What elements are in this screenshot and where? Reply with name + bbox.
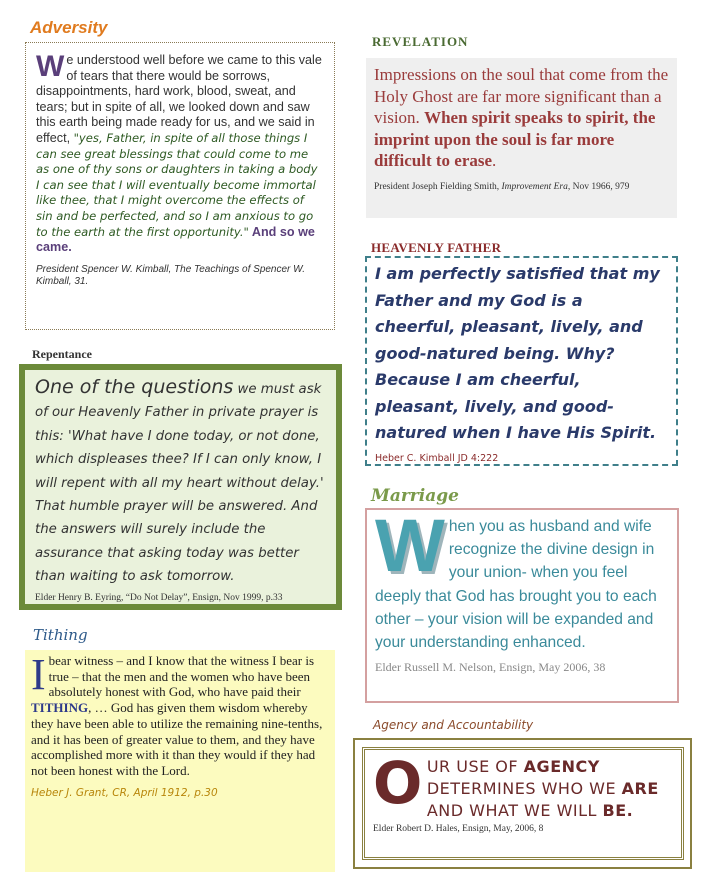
agency-quote-box bbox=[362, 747, 684, 860]
adversity-title: Adversity bbox=[30, 18, 108, 37]
marriage-quote-box bbox=[365, 504, 679, 703]
marriage-drop-cap: W bbox=[375, 504, 445, 587]
tithing-quote-box bbox=[25, 650, 335, 872]
adversity-intro: e understood well before we came to this vale of tears that there would be sorrows, disappointments, hard work, blood, sweat, and tears; but in spite of all, we looked down and saw this earth being made ready for us, and we said in effect, bbox=[36, 53, 322, 145]
agency-text-1: UR USE OF bbox=[426, 757, 524, 776]
agency-text-3: AND WHAT WE WILL bbox=[426, 801, 603, 820]
repentance-citation: Elder Henry B. Eyring, “Do Not Delay”, Ensign, Nov 1999, p.33 bbox=[35, 592, 283, 603]
adversity-quote: "yes, Father, in spite of all those things I can see great blessings that could come to me as one of thy sons or daughters in taking a body I can see that I will eventually become immortal like thee, that I might overcome the effects of sin and be perfected, and so I am anxious to go to the earth at the first opportunity." bbox=[36, 130, 318, 239]
tithing-text-a: bear witness – and I know that the witness I bear is true – that the men and the women who have been absolutely honest with God, who have paid their bbox=[48, 653, 315, 700]
heavenly-father-body: I am perfectly satisfied that my Father and my God is a cheerful, pleasant, lively, and good-natured being. Why? Because I am cheerful, pleasant, lively, and good-natured when I have His Spirit. bbox=[375, 264, 660, 442]
agency-title: Agency and Accountability bbox=[373, 718, 534, 732]
revelation-body bbox=[374, 64, 669, 172]
heavenly-father-title: HEAVENLY FATHER bbox=[371, 240, 502, 255]
revelation-cite-name: President Joseph Fielding Smith, bbox=[374, 181, 502, 192]
revelation-citation bbox=[374, 182, 669, 192]
adversity-closing: And so we came. bbox=[36, 224, 315, 255]
agency-highlight-be: BE. bbox=[602, 801, 634, 820]
repentance-quote-box bbox=[19, 364, 342, 610]
adversity-drop-cap: W bbox=[36, 50, 65, 83]
marriage-title: Marriage bbox=[371, 486, 459, 506]
revelation-body-bold: When spirit speaks to spirit, the imprint upon the soul is far more difficult to erase bbox=[374, 108, 656, 170]
revelation-quote-box bbox=[366, 58, 677, 218]
agency-citation: Elder Robert D. Hales, Ensign, May, 2006, 8 bbox=[373, 824, 544, 834]
repentance-text: we must ask of our Heavenly Father in private prayer is this: 'What have I done today, or not done, which displeases thee? If I can only know, I will repent with all my heart without delay.' That humble prayer will be answered. And the answers will surely include the assurance that asking today was better than waiting to ask tomorrow. bbox=[35, 382, 324, 585]
tithing-body bbox=[31, 650, 329, 779]
adversity-quote-box bbox=[25, 42, 335, 330]
marriage-body bbox=[375, 504, 669, 654]
agency-highlight-are: ARE bbox=[621, 779, 659, 798]
repentance-title: Repentance bbox=[32, 347, 92, 361]
agency-text-2: DETERMINES WHO WE bbox=[426, 779, 622, 798]
revelation-body-plain: Impressions on the soul that come from the Holy Ghost are far more significant than a vision. bbox=[374, 65, 669, 127]
marriage-text: hen you as husband and wife recognize the divine design in your union- when you feel deeply that God has brought you to each other – your vision will be expanded and your understanding enhanced. bbox=[375, 518, 657, 652]
agency-highlight-agency: AGENCY bbox=[523, 757, 600, 776]
revelation-body-end: . bbox=[492, 151, 497, 170]
revelation-cite-rest: , Nov 1966, 979 bbox=[567, 181, 630, 192]
agency-body bbox=[373, 749, 673, 822]
adversity-body bbox=[36, 50, 324, 256]
tithing-title: Tithing bbox=[33, 626, 88, 644]
tithing-text-b: , … God has given them wisdom whereby they have been able to utilize the remaining nine-tenths, and it has been of greater value to them, and they have accomplished more with it than they would if they had not been honest with the Lord. bbox=[31, 700, 323, 778]
repentance-body bbox=[35, 376, 326, 589]
tithing-drop-cap: I bbox=[31, 650, 46, 699]
revelation-cite-source: Improvement Era bbox=[501, 181, 568, 192]
agency-drop-cap: O bbox=[373, 749, 423, 817]
heavenly-father-quote-box bbox=[365, 256, 678, 466]
revelation-title: REVELATION bbox=[372, 34, 469, 49]
tithing-citation: Heber J. Grant, CR, April 1912, p.30 bbox=[31, 786, 218, 799]
marriage-citation: Elder Russell M. Nelson, Ensign, May 2006, 38 bbox=[375, 660, 606, 675]
heavenly-father-citation: Heber C. Kimball JD 4:222 bbox=[375, 452, 499, 464]
repentance-lead: One of the questions bbox=[35, 376, 234, 398]
adversity-citation: President Spencer W. Kimball, The Teachings of Spencer W. Kimball, 31. bbox=[36, 263, 306, 287]
tithing-emphasis: TITHING bbox=[31, 700, 89, 716]
